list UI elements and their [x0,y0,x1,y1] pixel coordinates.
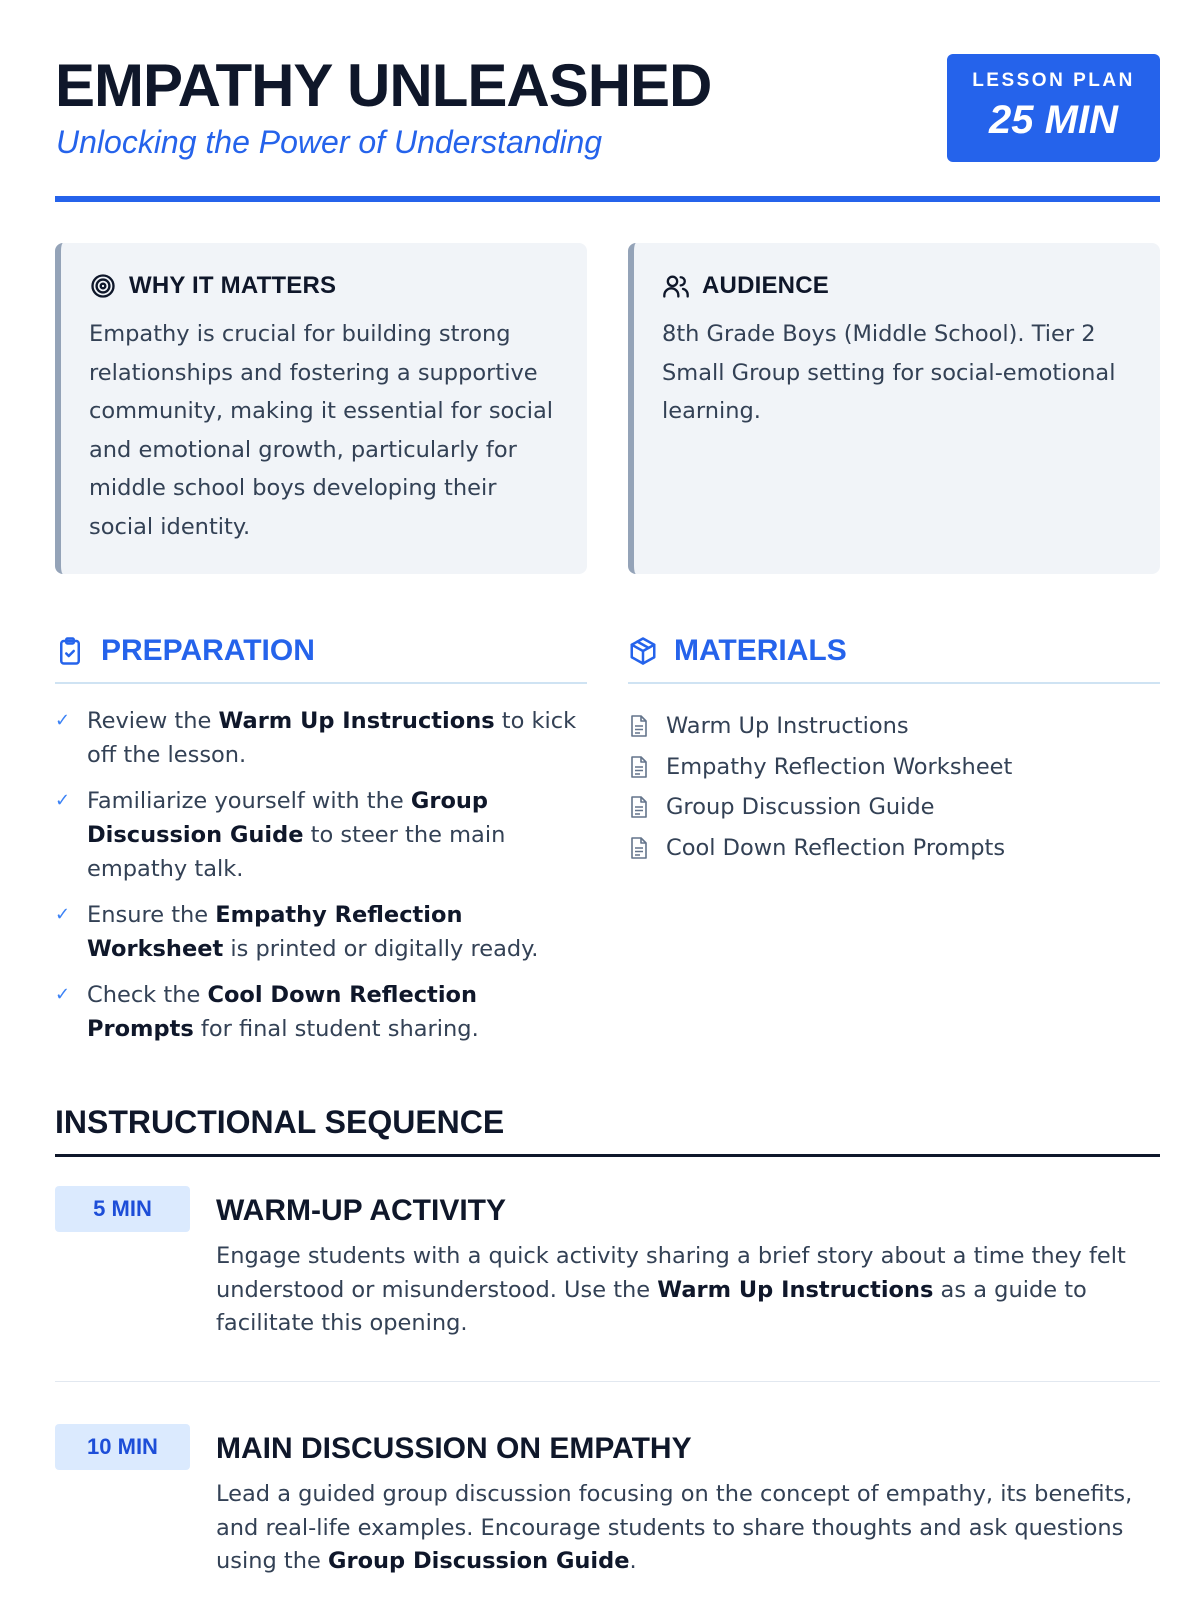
list-item: Empathy Reflection Worksheet [628,747,1160,788]
section-title: PREPARATION [101,634,315,667]
list-item: ✓ Check the Cool Down Reflection Prompts for final student sharing. [55,978,587,1046]
document-icon [628,795,650,819]
package-icon [628,636,658,666]
lesson-duration-badge [947,54,1160,162]
badge-value: 25 MIN [989,98,1118,142]
section-title: INSTRUCTIONAL SEQUENCE [55,1104,505,1140]
section-title: MATERIALS [674,634,847,667]
duration-tag: 5 MIN [55,1186,190,1232]
step-description: Lead a guided group discussion focusing on the concept of empathy, its benefits, and real-life examples. Encourage students to share thoughts and ask questions using the Group Discussion Guide. [216,1481,1133,1574]
sequence-divider [55,1154,1160,1157]
audience-card [628,243,1160,574]
card-text: Empathy is crucial for building strong relationships and fostering a supportive community, making it essential for social and emotional growth, particularly for middle school boys developing their social identity. [89,321,553,540]
materials-list [628,706,1160,868]
check-icon: ✓ [55,904,71,925]
clipboard-check-icon [55,636,85,666]
page-subtitle: Unlocking the Power of Understanding [56,124,603,160]
preparation-section [55,630,587,1058]
materials-section [628,630,1160,868]
badge-label: LESSON PLAN [972,70,1135,91]
check-icon: ✓ [55,984,71,1005]
page-title: EMPATHY UNLEASHED [55,52,712,119]
check-icon: ✓ [55,790,71,811]
step-divider [55,1381,1160,1382]
list-item: Warm Up Instructions [628,706,1160,747]
target-icon [89,272,117,300]
card-title: WHY IT MATTERS [129,272,337,299]
card-text: 8th Grade Boys (Middle School). Tier 2 Small Group setting for social-emotional learning. [662,321,1116,424]
header [55,52,1160,202]
duration-tag: 10 MIN [55,1424,190,1470]
list-item: Group Discussion Guide [628,787,1160,828]
list-item: ✓ Ensure the Empathy Reflection Worksheet is printed or digitally ready. [55,898,587,966]
step-title: MAIN DISCUSSION ON EMPATHY [216,1432,692,1465]
step-title: WARM-UP ACTIVITY [216,1194,506,1227]
card-title: AUDIENCE [702,272,829,299]
list-item: ✓ Review the Warm Up Instructions to kick off the lesson. [55,704,587,772]
users-icon [662,272,690,300]
preparation-list [55,704,587,1046]
list-item: ✓ Familiarize yourself with the Group Discussion Guide to steer the main empathy talk. [55,784,587,886]
document-icon [628,714,650,738]
header-divider [55,196,1160,202]
list-item: Cool Down Reflection Prompts [628,828,1160,869]
document-icon [628,836,650,860]
instructional-sequence-header [55,1106,1160,1157]
why-it-matters-card [55,243,587,574]
check-icon: ✓ [55,710,71,731]
document-icon [628,755,650,779]
step-description: Engage students with a quick activity sharing a brief story about a time they felt understood or misunderstood. Use the Warm Up Instructions as a guide to facilitate this opening. [216,1243,1126,1336]
